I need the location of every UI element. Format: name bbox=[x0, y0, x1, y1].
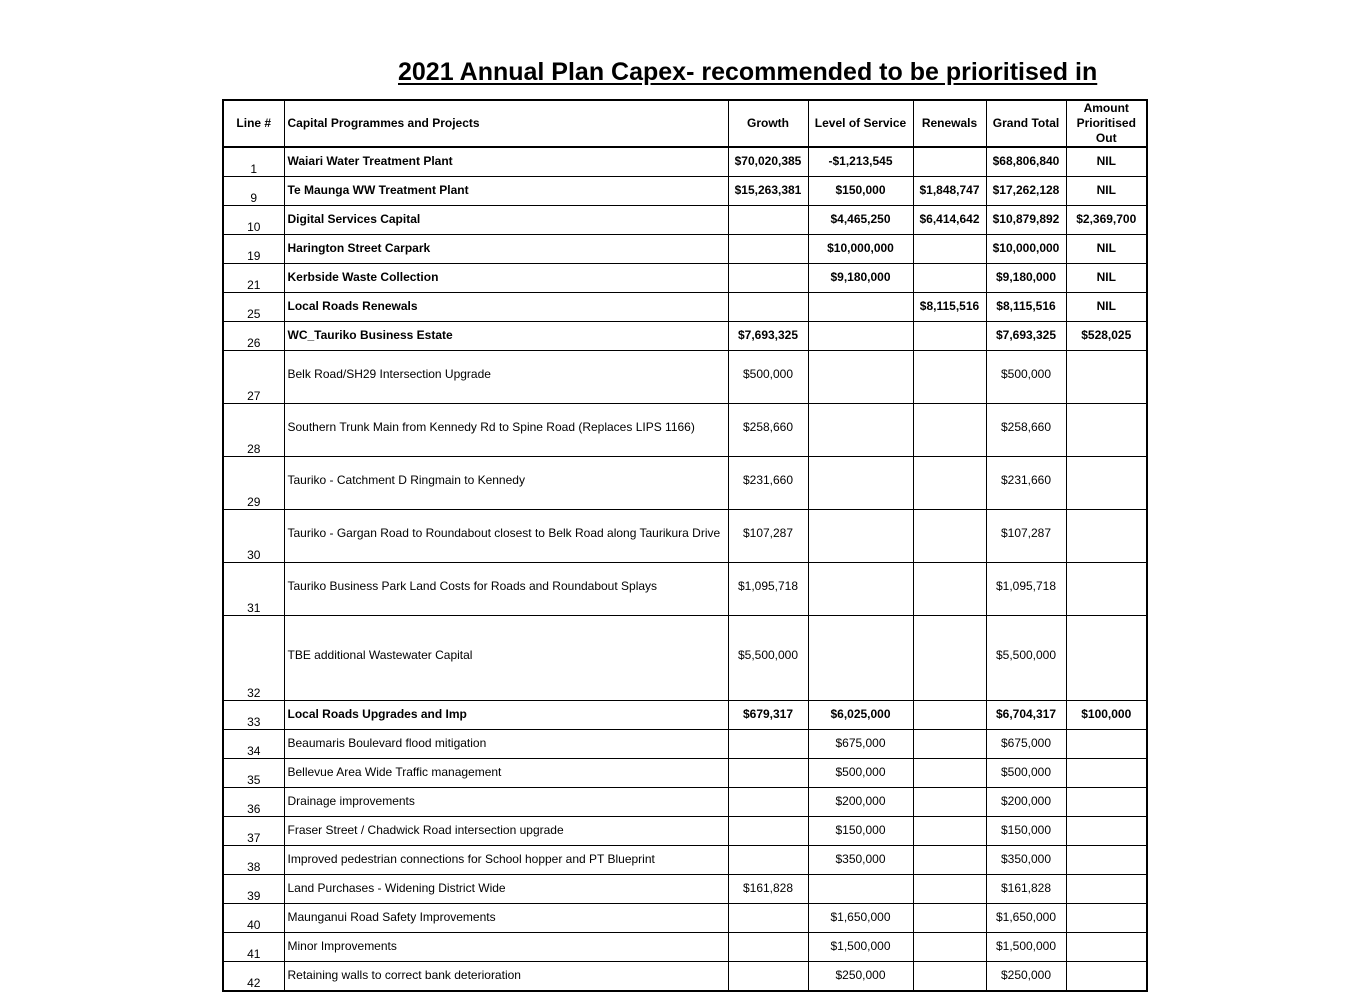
cell-amount-out: NIL bbox=[1066, 293, 1147, 322]
header-grand-total: Grand Total bbox=[986, 100, 1066, 147]
cell-line: 41 bbox=[223, 933, 284, 962]
cell-amount-out: $100,000 bbox=[1066, 701, 1147, 730]
cell-amount-out bbox=[1066, 563, 1147, 616]
cell-grand-total: $250,000 bbox=[986, 962, 1066, 992]
table-row bbox=[223, 962, 1147, 992]
cell-amount-out bbox=[1066, 404, 1147, 457]
cell-growth bbox=[728, 206, 808, 235]
table-row bbox=[223, 351, 1147, 404]
cell-project: Tauriko Business Park Land Costs for Roads and Roundabout Splays bbox=[284, 563, 728, 616]
cell-grand-total: $6,704,317 bbox=[986, 701, 1066, 730]
cell-level-of-service: $4,465,250 bbox=[808, 206, 913, 235]
cell-amount-out bbox=[1066, 788, 1147, 817]
cell-renewals bbox=[913, 351, 986, 404]
cell-growth: $258,660 bbox=[728, 404, 808, 457]
cell-project: Te Maunga WW Treatment Plant bbox=[284, 177, 728, 206]
cell-grand-total: $10,879,892 bbox=[986, 206, 1066, 235]
cell-line: 32 bbox=[223, 616, 284, 701]
cell-project: Beaumaris Boulevard flood mitigation bbox=[284, 730, 728, 759]
table-row bbox=[223, 904, 1147, 933]
cell-grand-total: $1,650,000 bbox=[986, 904, 1066, 933]
cell-grand-total: $200,000 bbox=[986, 788, 1066, 817]
cell-level-of-service: $10,000,000 bbox=[808, 235, 913, 264]
cell-renewals bbox=[913, 510, 986, 563]
cell-renewals bbox=[913, 404, 986, 457]
header-row bbox=[223, 100, 1147, 147]
cell-grand-total: $161,828 bbox=[986, 875, 1066, 904]
cell-growth: $107,287 bbox=[728, 510, 808, 563]
header-renewals: Renewals bbox=[913, 100, 986, 147]
cell-project: WC_Tauriko Business Estate bbox=[284, 322, 728, 351]
table-row bbox=[223, 147, 1147, 177]
cell-level-of-service: $250,000 bbox=[808, 962, 913, 992]
cell-level-of-service: $675,000 bbox=[808, 730, 913, 759]
cell-amount-out: $528,025 bbox=[1066, 322, 1147, 351]
cell-level-of-service: $150,000 bbox=[808, 177, 913, 206]
table-row bbox=[223, 235, 1147, 264]
table-row bbox=[223, 264, 1147, 293]
table-row bbox=[223, 933, 1147, 962]
cell-level-of-service bbox=[808, 510, 913, 563]
cell-growth: $161,828 bbox=[728, 875, 808, 904]
cell-level-of-service bbox=[808, 875, 913, 904]
cell-line: 40 bbox=[223, 904, 284, 933]
cell-level-of-service bbox=[808, 404, 913, 457]
cell-project: Fraser Street / Chadwick Road intersection upgrade bbox=[284, 817, 728, 846]
table-row bbox=[223, 177, 1147, 206]
cell-amount-out bbox=[1066, 616, 1147, 701]
cell-renewals bbox=[913, 788, 986, 817]
cell-line: 29 bbox=[223, 457, 284, 510]
cell-amount-out bbox=[1066, 904, 1147, 933]
cell-growth bbox=[728, 933, 808, 962]
cell-renewals bbox=[913, 264, 986, 293]
cell-project: Local Roads Renewals bbox=[284, 293, 728, 322]
cell-line: 10 bbox=[223, 206, 284, 235]
cell-growth: $15,263,381 bbox=[728, 177, 808, 206]
page-title: 2021 Annual Plan Capex- recommended to be prioritised in bbox=[398, 58, 1098, 86]
table-row bbox=[223, 563, 1147, 616]
cell-level-of-service bbox=[808, 293, 913, 322]
cell-amount-out: $2,369,700 bbox=[1066, 206, 1147, 235]
cell-growth bbox=[728, 817, 808, 846]
cell-level-of-service: $350,000 bbox=[808, 846, 913, 875]
cell-growth bbox=[728, 962, 808, 992]
table-body bbox=[223, 147, 1147, 991]
cell-project: Harington Street Carpark bbox=[284, 235, 728, 264]
cell-line: 30 bbox=[223, 510, 284, 563]
cell-grand-total: $68,806,840 bbox=[986, 147, 1066, 177]
table-row bbox=[223, 293, 1147, 322]
cell-growth: $5,500,000 bbox=[728, 616, 808, 701]
cell-renewals bbox=[913, 147, 986, 177]
header-growth: Growth bbox=[728, 100, 808, 147]
table-row bbox=[223, 759, 1147, 788]
cell-growth bbox=[728, 235, 808, 264]
cell-growth bbox=[728, 904, 808, 933]
capex-table bbox=[222, 99, 1148, 992]
cell-amount-out bbox=[1066, 933, 1147, 962]
cell-level-of-service bbox=[808, 563, 913, 616]
cell-growth bbox=[728, 846, 808, 875]
cell-grand-total: $500,000 bbox=[986, 759, 1066, 788]
cell-growth: $7,693,325 bbox=[728, 322, 808, 351]
table-row bbox=[223, 616, 1147, 701]
cell-level-of-service: $9,180,000 bbox=[808, 264, 913, 293]
cell-line: 38 bbox=[223, 846, 284, 875]
cell-renewals: $1,848,747 bbox=[913, 177, 986, 206]
cell-renewals bbox=[913, 933, 986, 962]
cell-level-of-service: $200,000 bbox=[808, 788, 913, 817]
table-row bbox=[223, 846, 1147, 875]
cell-grand-total: $258,660 bbox=[986, 404, 1066, 457]
table-row bbox=[223, 322, 1147, 351]
cell-line: 35 bbox=[223, 759, 284, 788]
cell-grand-total: $150,000 bbox=[986, 817, 1066, 846]
table-row bbox=[223, 875, 1147, 904]
cell-amount-out bbox=[1066, 846, 1147, 875]
cell-project: Local Roads Upgrades and Imp bbox=[284, 701, 728, 730]
cell-level-of-service: $150,000 bbox=[808, 817, 913, 846]
cell-grand-total: $1,500,000 bbox=[986, 933, 1066, 962]
cell-growth bbox=[728, 788, 808, 817]
cell-level-of-service bbox=[808, 457, 913, 510]
cell-grand-total: $350,000 bbox=[986, 846, 1066, 875]
cell-amount-out bbox=[1066, 962, 1147, 992]
cell-project: TBE additional Wastewater Capital bbox=[284, 616, 728, 701]
cell-growth: $500,000 bbox=[728, 351, 808, 404]
table-row bbox=[223, 730, 1147, 759]
cell-grand-total: $5,500,000 bbox=[986, 616, 1066, 701]
cell-line: 9 bbox=[223, 177, 284, 206]
cell-amount-out: NIL bbox=[1066, 264, 1147, 293]
cell-amount-out bbox=[1066, 817, 1147, 846]
cell-renewals bbox=[913, 904, 986, 933]
cell-renewals: $6,414,642 bbox=[913, 206, 986, 235]
cell-project: Waiari Water Treatment Plant bbox=[284, 147, 728, 177]
cell-level-of-service: $500,000 bbox=[808, 759, 913, 788]
cell-grand-total: $9,180,000 bbox=[986, 264, 1066, 293]
cell-line: 37 bbox=[223, 817, 284, 846]
cell-renewals bbox=[913, 701, 986, 730]
cell-level-of-service bbox=[808, 351, 913, 404]
cell-growth: $70,020,385 bbox=[728, 147, 808, 177]
cell-project: Southern Trunk Main from Kennedy Rd to Spine Road (Replaces LIPS 1166) bbox=[284, 404, 728, 457]
cell-amount-out bbox=[1066, 351, 1147, 404]
cell-growth bbox=[728, 730, 808, 759]
header-amount-prioritised-out: Amount Prioritised Out bbox=[1066, 100, 1147, 147]
cell-project: Improved pedestrian connections for School hopper and PT Blueprint bbox=[284, 846, 728, 875]
cell-line: 31 bbox=[223, 563, 284, 616]
cell-level-of-service: -$1,213,545 bbox=[808, 147, 913, 177]
cell-renewals bbox=[913, 846, 986, 875]
cell-level-of-service bbox=[808, 322, 913, 351]
cell-growth bbox=[728, 293, 808, 322]
cell-renewals bbox=[913, 875, 986, 904]
cell-grand-total: $8,115,516 bbox=[986, 293, 1066, 322]
header-project: Capital Programmes and Projects bbox=[284, 100, 728, 147]
cell-line: 21 bbox=[223, 264, 284, 293]
cell-line: 19 bbox=[223, 235, 284, 264]
cell-project: Minor Improvements bbox=[284, 933, 728, 962]
cell-line: 26 bbox=[223, 322, 284, 351]
cell-line: 34 bbox=[223, 730, 284, 759]
cell-growth: $679,317 bbox=[728, 701, 808, 730]
header-level-of-service: Level of Service bbox=[808, 100, 913, 147]
cell-amount-out bbox=[1066, 510, 1147, 563]
table-row bbox=[223, 404, 1147, 457]
cell-grand-total: $500,000 bbox=[986, 351, 1066, 404]
cell-project: Maunganui Road Safety Improvements bbox=[284, 904, 728, 933]
cell-line: 36 bbox=[223, 788, 284, 817]
cell-project: Retaining walls to correct bank deterioration bbox=[284, 962, 728, 992]
cell-renewals bbox=[913, 817, 986, 846]
cell-project: Belk Road/SH29 Intersection Upgrade bbox=[284, 351, 728, 404]
cell-renewals bbox=[913, 322, 986, 351]
table-row bbox=[223, 457, 1147, 510]
cell-line: 25 bbox=[223, 293, 284, 322]
table-row bbox=[223, 701, 1147, 730]
cell-level-of-service: $1,650,000 bbox=[808, 904, 913, 933]
table-row bbox=[223, 817, 1147, 846]
cell-renewals bbox=[913, 235, 986, 264]
cell-level-of-service: $1,500,000 bbox=[808, 933, 913, 962]
cell-project: Tauriko - Catchment D Ringmain to Kennedy bbox=[284, 457, 728, 510]
cell-grand-total: $107,287 bbox=[986, 510, 1066, 563]
cell-amount-out bbox=[1066, 875, 1147, 904]
cell-amount-out bbox=[1066, 457, 1147, 510]
cell-project: Kerbside Waste Collection bbox=[284, 264, 728, 293]
cell-line: 39 bbox=[223, 875, 284, 904]
cell-renewals bbox=[913, 616, 986, 701]
cell-amount-out: NIL bbox=[1066, 177, 1147, 206]
cell-grand-total: $17,262,128 bbox=[986, 177, 1066, 206]
cell-level-of-service bbox=[808, 616, 913, 701]
cell-grand-total: $675,000 bbox=[986, 730, 1066, 759]
cell-line: 42 bbox=[223, 962, 284, 992]
cell-level-of-service: $6,025,000 bbox=[808, 701, 913, 730]
cell-project: Drainage improvements bbox=[284, 788, 728, 817]
cell-grand-total: $10,000,000 bbox=[986, 235, 1066, 264]
table-row bbox=[223, 206, 1147, 235]
cell-line: 27 bbox=[223, 351, 284, 404]
cell-line: 33 bbox=[223, 701, 284, 730]
cell-amount-out: NIL bbox=[1066, 147, 1147, 177]
cell-growth: $231,660 bbox=[728, 457, 808, 510]
cell-renewals bbox=[913, 759, 986, 788]
cell-grand-total: $231,660 bbox=[986, 457, 1066, 510]
cell-renewals bbox=[913, 563, 986, 616]
cell-renewals: $8,115,516 bbox=[913, 293, 986, 322]
cell-growth: $1,095,718 bbox=[728, 563, 808, 616]
table-row bbox=[223, 788, 1147, 817]
cell-amount-out bbox=[1066, 759, 1147, 788]
cell-project: Bellevue Area Wide Traffic management bbox=[284, 759, 728, 788]
cell-line: 1 bbox=[223, 147, 284, 177]
cell-amount-out: NIL bbox=[1066, 235, 1147, 264]
header-line: Line # bbox=[223, 100, 284, 147]
cell-growth bbox=[728, 264, 808, 293]
cell-project: Tauriko - Gargan Road to Roundabout closest to Belk Road along Taurikura Drive bbox=[284, 510, 728, 563]
cell-line: 28 bbox=[223, 404, 284, 457]
cell-growth bbox=[728, 759, 808, 788]
cell-renewals bbox=[913, 730, 986, 759]
cell-grand-total: $7,693,325 bbox=[986, 322, 1066, 351]
table-row bbox=[223, 510, 1147, 563]
cell-renewals bbox=[913, 457, 986, 510]
cell-project: Digital Services Capital bbox=[284, 206, 728, 235]
cell-renewals bbox=[913, 962, 986, 992]
cell-grand-total: $1,095,718 bbox=[986, 563, 1066, 616]
cell-amount-out bbox=[1066, 730, 1147, 759]
cell-project: Land Purchases - Widening District Wide bbox=[284, 875, 728, 904]
